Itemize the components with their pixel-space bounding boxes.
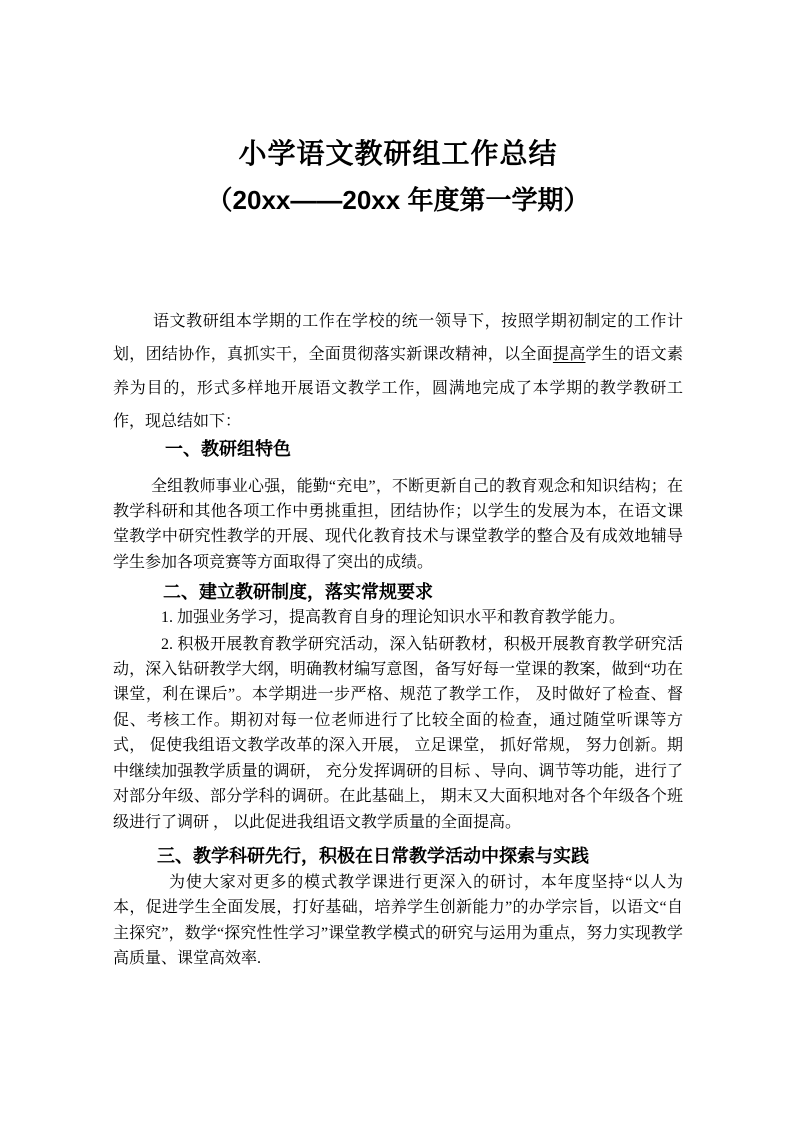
section-3-heading: 三、教学科研先行，积极在日常教学活动中探索与实践 xyxy=(157,845,589,866)
document-title: 小学语文教研组工作总结 xyxy=(238,138,558,169)
intro-text-after-underline: 学生的语文素养为目的，形式多样地开展语文教学工作，圆满地完成了本学期的教学教研工作，现总结如下： xyxy=(113,346,683,431)
intro-text-before-underline: 语文教研组本学期的工作在学校的统一领导下，按照学期初制定的工作计划，团结协作，真抓实干，全面贯彻落实新课改精神，以全面 xyxy=(113,313,683,364)
section-2-item-2: 2. 积极开展教育教学研究活动，深入钻研教材，积极开展教育教学研究活动，深入钻研教学大纲，明确教材编写意图，备写好每一堂课的教案，做到“功在课堂，利在课后”。本学期进一步严格、规范了教学工作， 及时做好了检查、督促、考核工作。期初对每一位老师进行了比较全面的检查，通过随堂听课等方式， 促使我组语文教学改革的深入开展， 立足课堂， 抓好常规， 努力创新。期中继续加强教学质量的调研， 充分发挥调研的目标 、导向、调节等功能，进行了对部分年级、部分学科的调研。在此基础上， 期末又大面积地对各个年级各个班级进行了调研 ， 以此促进我组语文教学质量的全面提高。 xyxy=(113,635,683,831)
section-3-paragraph: 为使大家对更多的模式教学课进行更深入的研讨，本年度坚持“以人为本，促进学生全面发展，打好基础，培养学生创新能力”的办学宗旨，以语文“自主探究”，数学“探究性性学习”课堂教学模式的研究与运用为重点，努力实现教学高质量、课堂高效率. xyxy=(113,873,683,968)
section-1-paragraph: 全组教师事业心强，能勤“充电”，不断更新自己的教育观念和知识结构；在教学科研和其他各项工作中勇挑重担，团结协作；以学生的发展为本，在语文课堂教学中研究性教学的开展、现代化教育技术与课堂教学的整合及有成效地辅导学生参加各项竞赛等方面取得了突出的成绩。 xyxy=(113,477,683,571)
section-1-heading: 一、教研组特色 xyxy=(165,438,291,459)
intro-paragraph xyxy=(113,305,683,439)
intro-underlined-text: 提高 xyxy=(552,346,586,364)
section-2-heading: 二、建立教研制度，落实常规要求 xyxy=(163,582,433,603)
document-subtitle: （20xx——20xx 年度第一学期） xyxy=(206,185,590,215)
section-2-item-1: 1. 加强业务学习，提高教育自身的理论知识水平和教育教学能力。 xyxy=(161,609,626,627)
